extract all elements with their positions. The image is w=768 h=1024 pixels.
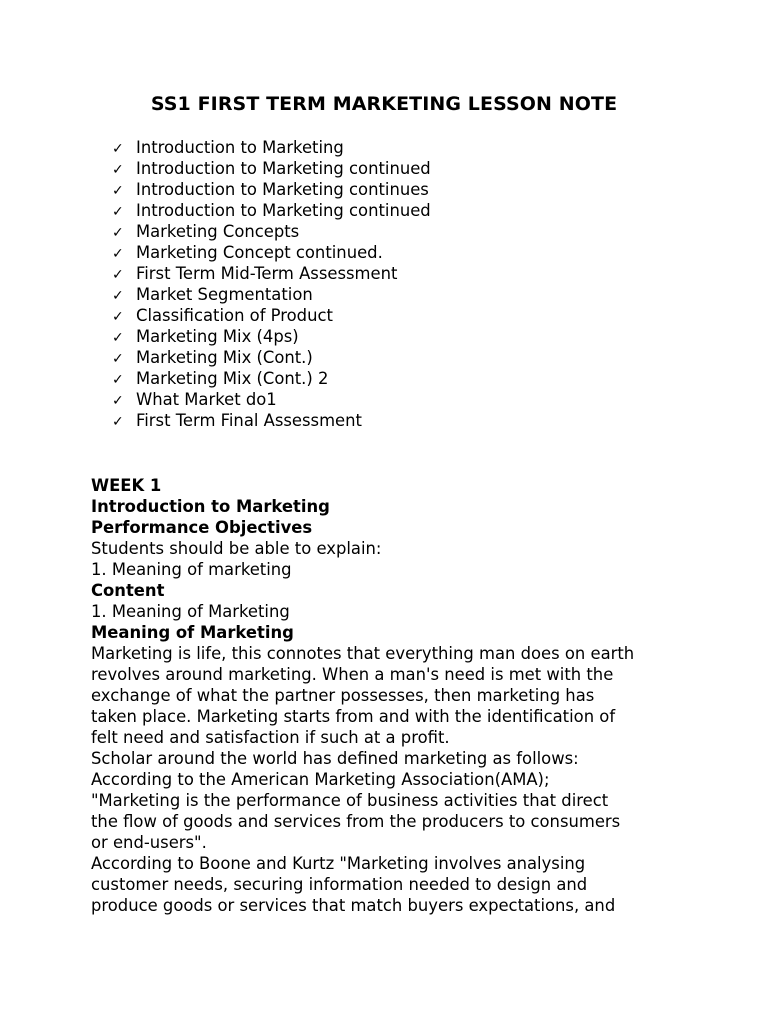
checklist-item-label: Introduction to Marketing <box>136 138 344 157</box>
checklist-item <box>112 368 431 389</box>
checkmark-icon: ✓ <box>112 141 124 157</box>
section-heading: WEEK 1 <box>91 476 162 495</box>
body-line: customer needs, securing information needed to design and <box>91 875 588 894</box>
body-line: taken place. Marketing starts from and with the identification of <box>91 707 616 726</box>
checklist-item-label: Introduction to Marketing continues <box>136 180 429 199</box>
body-line: 1. Meaning of Marketing <box>91 602 290 621</box>
checkmark-icon: ✓ <box>112 162 124 178</box>
checklist-item <box>112 158 431 179</box>
checkmark-icon: ✓ <box>112 288 124 304</box>
checklist-item <box>112 389 431 410</box>
checklist-item <box>112 242 431 263</box>
checklist-item <box>112 137 431 158</box>
body-line: According to Boone and Kurtz "Marketing involves analysing <box>91 854 586 873</box>
checklist-item-label: Market Segmentation <box>136 285 313 304</box>
checklist-item-label: Marketing Concept continued. <box>136 243 383 262</box>
checkmark-icon: ✓ <box>112 372 124 388</box>
checklist-item-label: Introduction to Marketing continued <box>136 201 431 220</box>
checklist-item <box>112 410 431 431</box>
checkmark-icon: ✓ <box>112 183 124 199</box>
checklist-item-label: Marketing Mix (4ps) <box>136 327 299 346</box>
body-line: or end-users". <box>91 833 207 852</box>
page-title: SS1 FIRST TERM MARKETING LESSON NOTE <box>150 93 618 115</box>
body-line: produce goods or services that match buyers expectations, and <box>91 896 616 915</box>
checklist-item-label: What Market do1 <box>136 390 277 409</box>
body-line: Students should be able to explain: <box>91 539 382 558</box>
lesson-body <box>91 475 691 916</box>
checklist-item-label: First Term Mid-Term Assessment <box>136 264 398 283</box>
section-heading: Introduction to Marketing <box>91 497 330 516</box>
checklist-item <box>112 284 431 305</box>
checklist-item <box>112 326 431 347</box>
checklist-item-label: Introduction to Marketing continued <box>136 159 431 178</box>
checklist-item-label: Classification of Product <box>136 306 333 325</box>
checkmark-icon: ✓ <box>112 204 124 220</box>
checkmark-icon: ✓ <box>112 393 124 409</box>
checkmark-icon: ✓ <box>112 309 124 325</box>
checklist-item <box>112 305 431 326</box>
body-line: revolves around marketing. When a man's need is met with the <box>91 665 614 684</box>
body-line: exchange of what the partner possesses, then marketing has <box>91 686 595 705</box>
body-line: Scholar around the world has defined marketing as follows: <box>91 749 579 768</box>
checkmark-icon: ✓ <box>112 330 124 346</box>
section-heading: Meaning of Marketing <box>91 623 294 642</box>
checkmark-icon: ✓ <box>112 351 124 367</box>
section-heading: Performance Objectives <box>91 518 313 537</box>
checklist-item-label: First Term Final Assessment <box>136 411 362 430</box>
body-line: the flow of goods and services from the producers to consumers <box>91 812 621 831</box>
checklist-item-label: Marketing Mix (Cont.) 2 <box>136 369 329 388</box>
checklist-item <box>112 200 431 221</box>
section-heading: Content <box>91 581 165 600</box>
checklist-item-label: Marketing Mix (Cont.) <box>136 348 313 367</box>
body-line: "Marketing is the performance of business activities that direct <box>91 791 609 810</box>
checkmark-icon: ✓ <box>112 225 124 241</box>
checklist-item <box>112 179 431 200</box>
body-line: Marketing is life, this connotes that everything man does on earth <box>91 644 635 663</box>
checklist-item <box>112 263 431 284</box>
checklist-item <box>112 347 431 368</box>
checkmark-icon: ✓ <box>112 246 124 262</box>
checkmark-icon: ✓ <box>112 414 124 430</box>
body-line: According to the American Marketing Association(AMA); <box>91 770 550 789</box>
lesson-checklist <box>112 137 431 431</box>
body-line: felt need and satisfaction if such at a profit. <box>91 728 450 747</box>
body-line: 1. Meaning of marketing <box>91 560 292 579</box>
checklist-item-label: Marketing Concepts <box>136 222 300 241</box>
checkmark-icon: ✓ <box>112 267 124 283</box>
checklist-item <box>112 221 431 242</box>
